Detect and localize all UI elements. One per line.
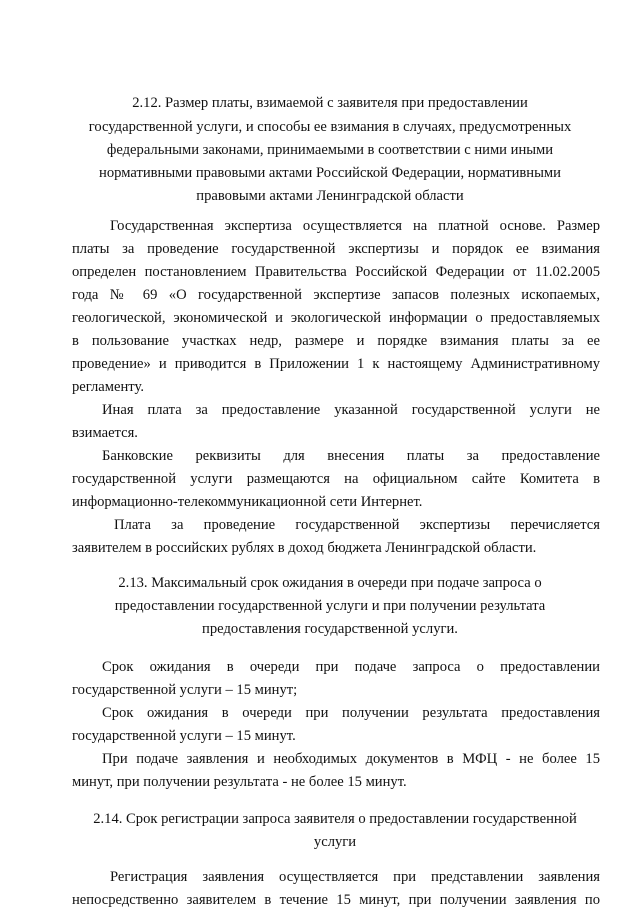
text-line: Срок ожидания в очереди при подаче запроса о предоставлении [102, 659, 600, 675]
text-line: Регистрация заявления осуществляется при представлении заявления [110, 869, 600, 885]
heading-line: нормативными правовыми актами Российской Федерации, нормативными [99, 165, 561, 181]
text-line: Плата за проведение государственной экспертизы перечисляется [114, 517, 600, 533]
heading-line: 2.13. Максимальный срок ожидания в очереди при подаче запроса о [118, 575, 542, 591]
text-line: государственной услуги – 15 минут. [72, 728, 296, 744]
text-line: информационно-телекоммуникационной сети Интернет. [72, 494, 423, 510]
text-line: Банковские реквизиты для внесения платы за предоставление [102, 448, 600, 464]
text-line: государственной услуги – 15 минут; [72, 682, 298, 698]
text-line: геологической, экономической и экологической информации о предоставляемых [72, 310, 600, 326]
heading-line: правовыми актами Ленинградской области [196, 188, 464, 204]
text-line: определен постановлением Правительства Российской Федерации от 11.02.2005 [72, 264, 600, 280]
text-line: непосредственно заявителем в течение 15 минут, при получении заявления по [72, 892, 600, 908]
text-line: Государственная экспертиза осуществляется на платной основе. Размер [110, 218, 600, 234]
text-line: регламенту. [72, 379, 144, 395]
heading-line: федеральными законами, принимаемыми в соответствии с ними иными [106, 142, 554, 158]
heading-line: услуги [313, 834, 357, 850]
text-line: проведение» и приводится в Приложении 1 к настоящему Административному [72, 356, 600, 372]
heading-line: 2.12. Размер платы, взимаемой с заявителя при предоставлении [132, 95, 528, 111]
text-line: взимается. [72, 425, 138, 441]
heading-line: предоставления государственной услуги. [202, 621, 458, 637]
text-line: в пользование участках недр, размере и порядке взимания платы за ее [72, 333, 600, 349]
heading-line: 2.14. Срок регистрации запроса заявителя о предоставлении государственной [93, 811, 577, 827]
text-line: государственной услуги размещаются на официальном сайте Комитета в [72, 471, 600, 487]
heading-line: государственной услуги, и способы ее взимания в случаях, предусмотренных [88, 119, 572, 135]
text-line: минут, при получении результата - не более 15 минут. [72, 774, 407, 790]
text-line: года № 69 «О государственной экспертизе запасов полезных ископаемых, [72, 287, 600, 303]
text-line: Иная плата за предоставление указанной государственной услуги не [102, 402, 600, 418]
text-line: При подаче заявления и необходимых документов в МФЦ - не более 15 [102, 751, 600, 767]
text-line: Срок ожидания в очереди при получении результата предоставления [102, 705, 600, 721]
text-line: заявителем в российских рублях в доход бюджета Ленинградской области. [72, 540, 537, 556]
heading-line: предоставлении государственной услуги и при получении результата [114, 598, 546, 614]
text-line: платы за проведение государственной экспертизы и порядок ее взимания [72, 241, 600, 257]
